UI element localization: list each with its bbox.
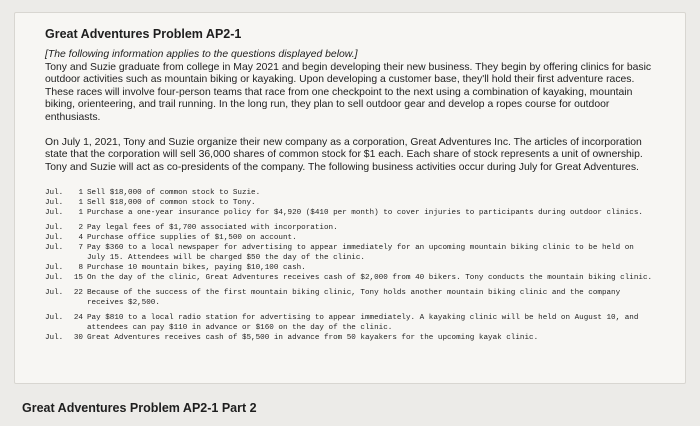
transaction-row: [45, 188, 655, 198]
transaction-day: 1: [78, 189, 83, 198]
transaction-description: Pay $360 to a local newspaper for advertising to appear immediately for an upcoming mountain biking clinic to be held on July 15. Attendees will be charged $50 the day of the clinic.: [87, 244, 634, 263]
transaction-month: Jul.: [45, 189, 64, 198]
transaction-month: Jul.: [45, 334, 64, 343]
transaction-day: 1: [78, 209, 83, 218]
transaction-description: Sell $18,000 of common stock to Suzie.: [87, 189, 261, 198]
transaction-day: 22: [73, 289, 83, 298]
transaction-row: [45, 198, 655, 208]
transaction-row: [45, 333, 655, 343]
transaction-day: 24: [73, 314, 83, 323]
transaction-row: [45, 263, 655, 273]
transactions-list: [45, 188, 655, 343]
transaction-description: Purchase a one-year insurance policy for $4,920 ($410 per month) to cover injuries to participants during outdoor clinics.: [87, 209, 643, 218]
transaction-description: Purchase 10 mountain bikes, paying $10,100 cash.: [87, 264, 306, 273]
transaction-description: Sell $18,000 of common stock to Tony.: [87, 199, 256, 208]
intro-note: [The following information applies to the questions displayed below.]: [45, 49, 358, 60]
background-paragraph: [45, 49, 655, 125]
transaction-row: [45, 313, 655, 333]
transaction-day: 30: [73, 334, 83, 343]
problem-card: [14, 12, 686, 384]
transaction-day: 15: [73, 274, 83, 283]
transaction-month: Jul.: [45, 289, 64, 298]
part2-title: Great Adventures Problem AP2-1 Part 2: [22, 401, 257, 415]
transaction-row: [45, 233, 655, 243]
transaction-row: [45, 243, 655, 263]
background-text: Tony and Suzie graduate from college in May 2021 and begin developing their new business. They begin by offering clinics for basic outdoor activities such as mountain biking or kayaking. Upon developing a customer base, they'll hold their first adventure races. These races will involve four-person teams that race from one checkpoint to the next using a combination of kayaking, mountain biking, orienteering, and trail running. In the long run, they plan to sell outdoor gear and develop a ropes course for outdoor enthusiasts.: [45, 61, 652, 123]
transaction-row: [45, 223, 655, 233]
transaction-month: Jul.: [45, 199, 64, 208]
transaction-day: 8: [78, 264, 83, 273]
transaction-day: 2: [78, 224, 83, 233]
transaction-month: Jul.: [45, 314, 64, 323]
transaction-month: Jul.: [45, 264, 64, 273]
transaction-row: [45, 208, 655, 218]
transaction-day: 1: [78, 199, 83, 208]
transaction-row: [45, 273, 655, 283]
transaction-month: Jul.: [45, 274, 64, 283]
transaction-description: On the day of the clinic, Great Adventures receives cash of $2,000 from 40 bikers. Tony conducts the mountain biking clinic.: [87, 274, 653, 283]
organization-paragraph: On July 1, 2021, Tony and Suzie organize their new company as a corporation, Great Adventures Inc. The articles of incorporation state that the corporation will sell 36,000 shares of common stock for $1 each. Each share of stock represents a unit of ownership. Tony and Suzie will act as co-presidents of the company. The following business activities occur during July for Great Adventures.: [45, 136, 643, 173]
transaction-month: Jul.: [45, 209, 64, 218]
transaction-description: Because of the success of the first mountain biking clinic, Tony holds another mountain biking clinic and the company receives $2,500.: [87, 289, 621, 308]
transaction-description: Great Adventures receives cash of $5,500 in advance from 50 kayakers for the upcoming kayak clinic.: [87, 334, 539, 343]
transaction-description: Pay $810 to a local radio station for advertising to appear immediately. A kayaking clinic will be held on August 10, and attendees can pay $110 in advance or $160 on the day of the clinic.: [87, 314, 639, 333]
transaction-description: Purchase office supplies of $1,500 on account.: [87, 234, 297, 243]
transaction-day: 7: [78, 244, 83, 253]
problem-title: Great Adventures Problem AP2-1: [45, 27, 242, 41]
transaction-month: Jul.: [45, 224, 64, 233]
transaction-month: Jul.: [45, 234, 64, 243]
transaction-month: Jul.: [45, 244, 64, 253]
transaction-row: [45, 288, 655, 308]
transaction-description: Pay legal fees of $1,700 associated with incorporation.: [87, 224, 338, 233]
transaction-day: 4: [78, 234, 83, 243]
